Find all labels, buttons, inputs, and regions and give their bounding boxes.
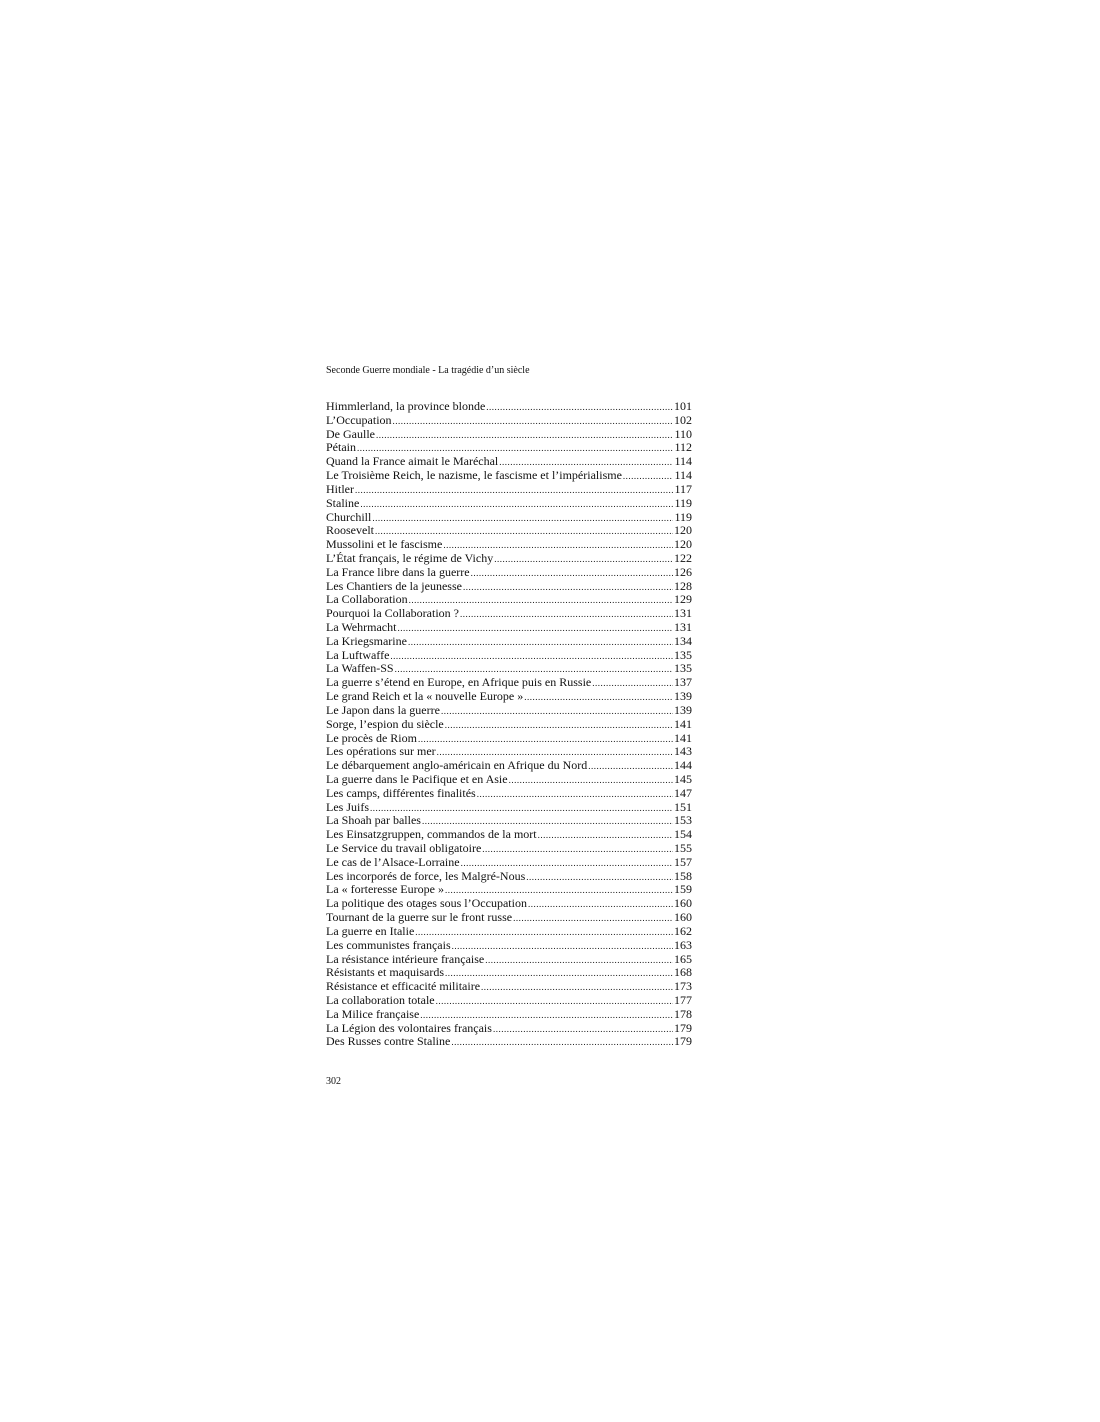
dot-leader <box>445 884 673 897</box>
toc-entry-page: 139 <box>674 703 692 717</box>
toc-entry <box>326 856 692 870</box>
toc-entry <box>326 621 692 635</box>
toc-entry-page: 155 <box>674 842 692 855</box>
toc-entry <box>326 911 692 925</box>
dot-leader <box>481 981 673 994</box>
toc-entry-page: 102 <box>674 413 692 427</box>
toc-entry-page: 173 <box>674 980 692 994</box>
toc-entry <box>326 870 692 884</box>
toc-entry-title: Le grand Reich et la « nouvelle Europe » <box>326 690 524 704</box>
toc-entry-title: Himmlerland, la province blonde <box>326 400 486 413</box>
toc-entry-title: La Kriegsmarine <box>326 634 407 648</box>
toc-entry-page: 159 <box>674 883 692 897</box>
toc-entry-title: Résistants et maquisards <box>326 966 444 980</box>
toc-entry-page: 177 <box>674 993 692 1007</box>
toc-entry <box>326 580 692 594</box>
table-of-contents <box>326 400 692 1049</box>
dot-leader <box>357 442 673 455</box>
dot-leader <box>524 691 673 704</box>
toc-entry-title: Roosevelt <box>326 524 374 538</box>
toc-entry <box>326 842 692 856</box>
toc-entry <box>326 1022 692 1036</box>
dot-leader <box>375 525 673 538</box>
toc-entry-page: 119 <box>674 496 692 510</box>
dot-leader <box>499 456 673 469</box>
toc-entry <box>326 883 692 897</box>
toc-entry-page: 114 <box>674 455 692 469</box>
toc-entry-page: 163 <box>674 938 692 952</box>
dot-leader <box>376 429 673 442</box>
toc-entry <box>326 566 692 580</box>
toc-entry-title: Résistance et efficacité militaire <box>326 980 481 994</box>
toc-entry-page: 131 <box>674 607 692 621</box>
toc-entry-page: 120 <box>674 524 692 538</box>
dot-leader <box>493 1023 673 1036</box>
dot-leader <box>360 498 673 511</box>
dot-leader <box>461 857 673 870</box>
dot-leader <box>451 1036 673 1049</box>
toc-entry <box>326 676 692 690</box>
dot-leader <box>526 871 673 884</box>
toc-entry-page: 178 <box>674 1007 692 1021</box>
toc-entry-title: Les Einsatzgruppen, commandos de la mort <box>326 828 537 842</box>
dot-leader <box>443 539 673 552</box>
toc-entry <box>326 662 692 676</box>
toc-entry <box>326 593 692 607</box>
toc-entry <box>326 1008 692 1022</box>
toc-entry <box>326 828 692 842</box>
toc-entry-title: Hitler <box>326 482 354 496</box>
toc-entry-title: La guerre dans le Pacifique et en Asie <box>326 772 508 786</box>
toc-entry-page: 122 <box>674 551 692 565</box>
toc-entry <box>326 441 692 455</box>
toc-entry-page: 114 <box>674 469 692 483</box>
toc-entry-page: 120 <box>674 538 692 552</box>
dot-leader <box>372 512 673 525</box>
dot-leader <box>397 622 673 635</box>
toc-entry-page: 139 <box>674 690 692 704</box>
running-header: Seconde Guerre mondiale - La tragédie d’un siècle <box>326 365 530 376</box>
dot-leader <box>494 553 673 566</box>
toc-entry-title: Le procès de Riom <box>326 731 417 745</box>
toc-entry <box>326 511 692 525</box>
toc-entry-title: Pétain <box>326 441 356 455</box>
toc-entry-page: 158 <box>674 869 692 883</box>
toc-entry <box>326 814 692 828</box>
dot-leader <box>528 898 673 911</box>
dot-leader <box>441 705 673 718</box>
toc-entry-title: La guerre s’étend en Europe, en Afrique puis en Russie <box>326 676 592 690</box>
toc-entry-title: Les communistes français <box>326 938 451 952</box>
toc-entry-title: De Gaulle <box>326 427 375 441</box>
toc-entry-page: 129 <box>674 593 692 607</box>
page-number: 302 <box>326 1076 341 1087</box>
dot-leader <box>471 567 673 580</box>
dot-leader <box>486 401 673 414</box>
toc-entry-title: Les Juifs <box>326 800 369 814</box>
toc-entry-page: 141 <box>674 717 692 731</box>
toc-entry-page: 162 <box>674 924 692 938</box>
toc-entry-page: 179 <box>674 1035 692 1049</box>
toc-entry-title: Staline <box>326 496 360 510</box>
dot-leader <box>463 581 673 594</box>
toc-entry-page: 154 <box>674 828 692 842</box>
toc-entry-title: Le débarquement anglo-américain en Afrique du Nord <box>326 759 588 773</box>
toc-entry <box>326 400 692 414</box>
dot-leader <box>538 829 673 842</box>
toc-entry-page: 141 <box>674 731 692 745</box>
dot-leader <box>355 484 673 497</box>
toc-entry-page: 137 <box>674 676 692 690</box>
toc-entry <box>326 966 692 980</box>
toc-entry-page: 126 <box>674 565 692 579</box>
toc-entry-title: La politique des otages sous l’Occupation <box>326 897 527 911</box>
toc-entry-page: 117 <box>674 482 692 496</box>
dot-leader <box>477 788 673 801</box>
toc-entry <box>326 552 692 566</box>
toc-entry-title: Le Service du travail obligatoire <box>326 842 482 855</box>
dot-leader <box>482 843 673 856</box>
dot-leader <box>445 719 673 732</box>
toc-entry-title: Tournant de la guerre sur le front russe <box>326 911 513 925</box>
toc-entry <box>326 980 692 994</box>
toc-entry <box>326 773 692 787</box>
toc-entry-title: Le Troisième Reich, le nazisme, le fascisme et l’impérialisme <box>326 469 622 483</box>
toc-entry-title: Pourquoi la Collaboration ? <box>326 607 459 621</box>
toc-entry <box>326 745 692 759</box>
toc-entry-page: 147 <box>674 786 692 800</box>
dot-leader <box>395 663 673 676</box>
toc-entry <box>326 538 692 552</box>
toc-entry-page: 151 <box>674 800 692 814</box>
toc-entry-title: Les incorporés de force, les Malgré-Nous <box>326 869 526 883</box>
toc-entry <box>326 524 692 538</box>
dot-leader <box>393 415 673 428</box>
toc-entry-title: La Wehrmacht <box>326 621 397 634</box>
dot-leader <box>452 940 673 953</box>
toc-entry-title: Les opérations sur mer <box>326 745 436 759</box>
toc-entry <box>326 635 692 649</box>
toc-entry <box>326 1035 692 1049</box>
toc-entry <box>326 759 692 773</box>
toc-entry-page: 153 <box>674 814 692 828</box>
toc-entry-page: 112 <box>674 441 692 455</box>
dot-leader <box>420 1009 673 1022</box>
dot-leader <box>588 760 673 773</box>
toc-entry-title: La Milice française <box>326 1007 420 1021</box>
toc-entry-title: La Luftwaffe <box>326 648 390 662</box>
dot-leader <box>513 912 673 925</box>
toc-entry <box>326 897 692 911</box>
toc-entry-page: 135 <box>674 662 692 676</box>
toc-entry <box>326 953 692 967</box>
toc-entry-title: La Légion des volontaires français <box>326 1021 492 1035</box>
toc-entry-page: 168 <box>674 966 692 980</box>
toc-entry-title: La Collaboration <box>326 593 408 607</box>
dot-leader <box>509 774 673 787</box>
toc-entry <box>326 483 692 497</box>
toc-entry-page: 134 <box>674 634 692 648</box>
dot-leader <box>370 802 673 815</box>
toc-entry <box>326 607 692 621</box>
toc-entry-title: La « forteresse Europe » <box>326 883 444 897</box>
toc-entry <box>326 994 692 1008</box>
toc-entry <box>326 704 692 718</box>
toc-entry <box>326 732 692 746</box>
dot-leader <box>418 733 673 746</box>
toc-entry <box>326 428 692 442</box>
toc-entry-title: La collaboration totale <box>326 993 435 1007</box>
toc-entry <box>326 787 692 801</box>
dot-leader <box>445 967 673 980</box>
toc-entry <box>326 925 692 939</box>
toc-entry-page: 119 <box>674 510 692 524</box>
dot-leader <box>592 677 673 690</box>
toc-entry-title: Les Chantiers de la jeunesse <box>326 579 462 593</box>
toc-entry-page: 135 <box>674 648 692 662</box>
toc-entry <box>326 939 692 953</box>
toc-entry-page: 144 <box>674 759 692 773</box>
toc-entry-title: Des Russes contre Staline <box>326 1035 451 1049</box>
toc-entry-title: Le Japon dans la guerre <box>326 703 440 717</box>
toc-entry-title: La France libre dans la guerre <box>326 565 470 579</box>
dot-leader <box>390 650 673 663</box>
dot-leader <box>422 815 673 828</box>
toc-entry-page: 101 <box>674 400 692 413</box>
toc-entry-page: 157 <box>674 855 692 869</box>
toc-entry-title: L’État français, le régime de Vichy <box>326 551 494 565</box>
toc-entry-title: La Shoah par balles <box>326 814 421 828</box>
toc-entry <box>326 455 692 469</box>
dot-leader <box>485 954 673 967</box>
toc-entry-title: La Waffen-SS <box>326 662 394 676</box>
toc-entry-page: 179 <box>674 1021 692 1035</box>
toc-entry-title: Le cas de l’Alsace-Lorraine <box>326 855 460 869</box>
toc-entry-title: Sorge, l’espion du siècle <box>326 717 444 731</box>
toc-entry <box>326 801 692 815</box>
toc-entry-title: Quand la France aimait le Maréchal <box>326 455 499 469</box>
dot-leader <box>415 926 673 939</box>
toc-entry-page: 131 <box>674 621 692 634</box>
dot-leader <box>623 470 674 483</box>
toc-entry-title: L’Occupation <box>326 413 392 427</box>
toc-entry <box>326 690 692 704</box>
toc-entry-page: 110 <box>674 427 692 441</box>
dot-leader <box>409 594 673 607</box>
toc-entry-title: Churchill <box>326 510 372 524</box>
toc-entry-page: 160 <box>674 897 692 911</box>
toc-entry <box>326 497 692 511</box>
toc-entry-page: 145 <box>674 772 692 786</box>
dot-leader <box>408 636 673 649</box>
toc-entry-title: Mussolini et le fascisme <box>326 538 443 552</box>
toc-entry-title: Les camps, différentes finalités <box>326 786 476 800</box>
dot-leader <box>437 746 673 759</box>
toc-entry-title: La résistance intérieure française <box>326 952 485 966</box>
toc-entry-title: La guerre en Italie <box>326 924 415 938</box>
toc-entry <box>326 414 692 428</box>
toc-entry-page: 143 <box>674 745 692 759</box>
toc-entry <box>326 649 692 663</box>
toc-entry-page: 160 <box>674 911 692 925</box>
toc-entry <box>326 718 692 732</box>
dot-leader <box>460 608 673 621</box>
toc-entry-page: 128 <box>674 579 692 593</box>
dot-leader <box>436 995 673 1008</box>
toc-entry <box>326 469 692 483</box>
toc-entry-page: 165 <box>674 952 692 966</box>
